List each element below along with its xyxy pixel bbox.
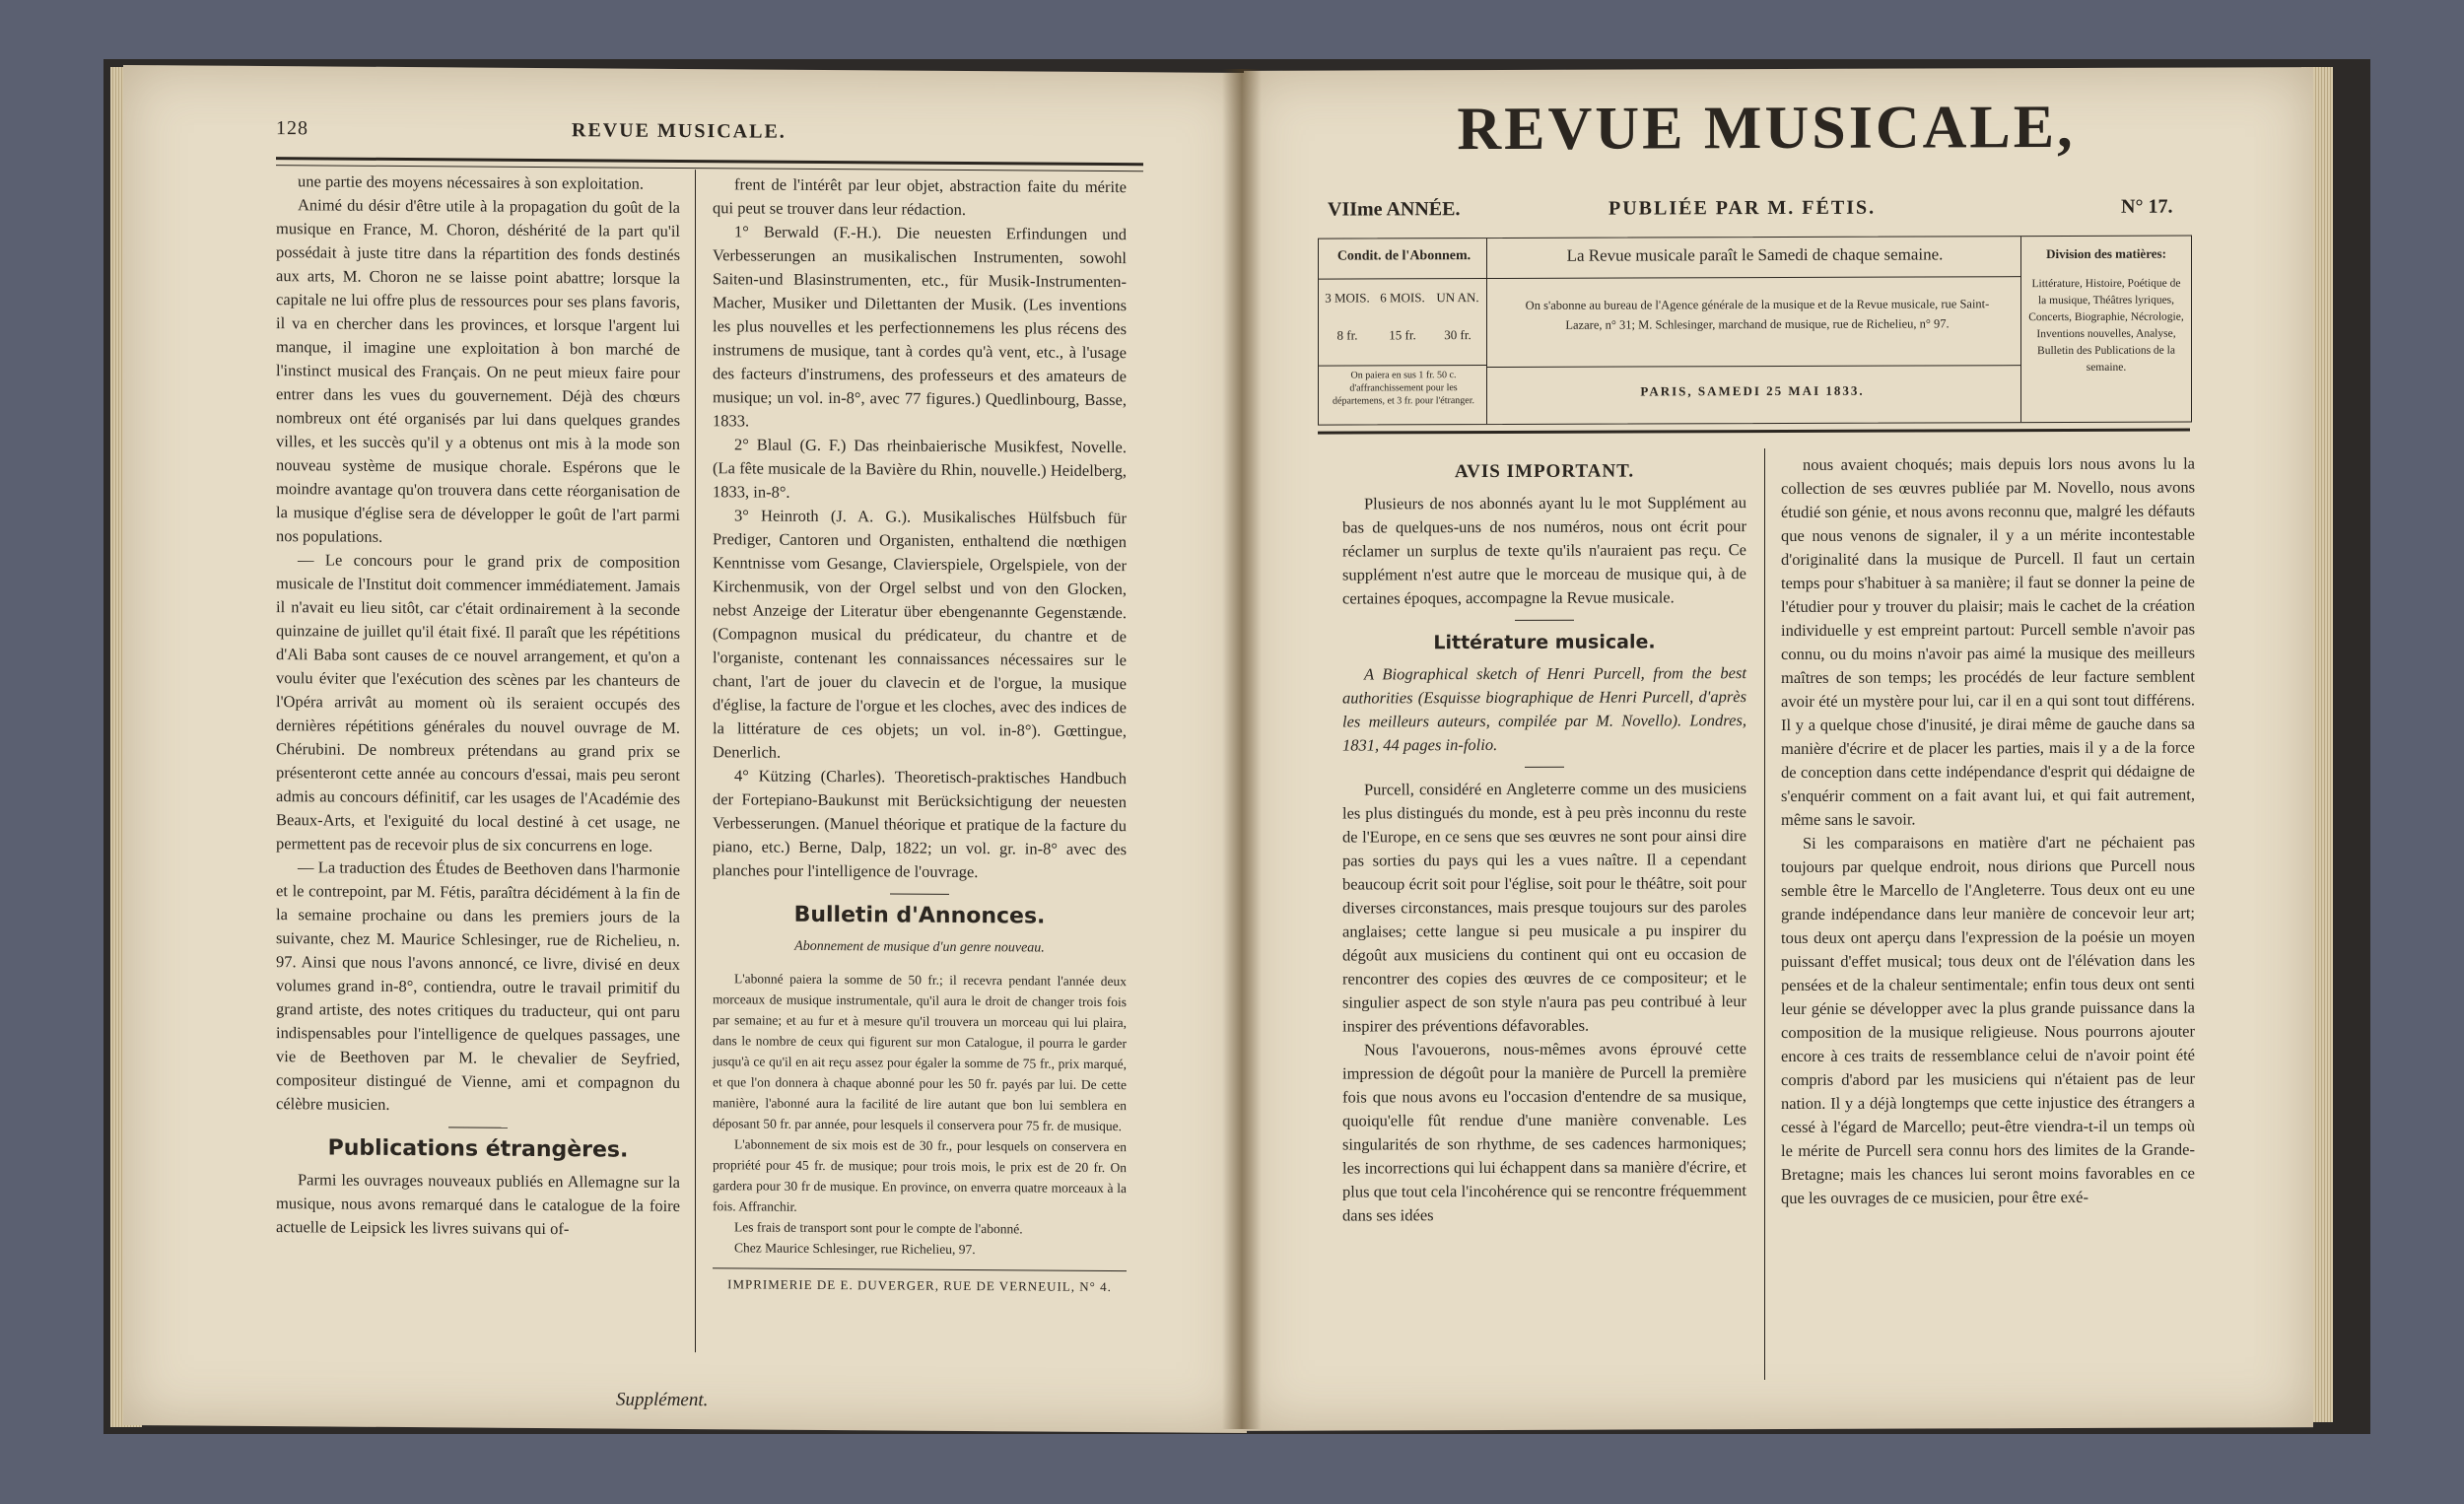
price-6: 15 fr. [1389,327,1416,343]
divisions-text: Littérature, Histoire, Poétique de la musique, Théâtres lyriques, Concerts, Biographie, Nécrologie, Inventions nouvelles, Analyse, Bulletin des Publications de la semaine. [2028,277,2184,374]
price-12: 30 fr. [1444,327,1472,343]
divisions-title: Division des matières: [2046,245,2166,262]
duration-12: UN AN. [1436,290,1479,306]
info-box-rule [1486,365,2020,368]
address: On s'abonne au bureau de l'Agence générale de la musique et de la Revue musicale, rue Saint-Lazare, n° 31; M. Schlesinger, marchand de musique, rue de Richelieu, n° 97. [1525,297,1990,332]
paragraph: Plusieurs de nos abonnés ayant lu le mot Supplément au bas de quelques-uns de nos numéros, nous ont écrit pour réclamer un surplus de texte qu'ils n'auraient pas reçu. Ce supplément n'est autre que le morceau de musique qui, à de certaines époques, accompagne la Revue musicale. [1342,493,1746,608]
subscription-title: Condit. de l'Abonnem. [1336,248,1472,264]
reference: A Biographical sketch of Henri Purcell, from the best authorities (Esquisse biographique de Henri Purcell, d'après les meilleurs auteurs, compilée par M. Novello). Londres, 1831, 44 pages in-folio. [1342,663,1746,755]
paragraph: Parmi les ouvrages nouveaux publiés en Allemagne sur la musique, nous avons remarqué dans le catalogue de la foire actuelle de Leipsick les livres suivans qui of- [276,1170,680,1239]
paragraph: — La traduction des Études de Beethoven dans l'harmonie et le contrepoint, par M. Fétis, paraîtra décidément à la fin de la semaine prochaine ou dans les premiers jours de la suivante, chez M. Maurice Schlesinger, rue de Richelieu, n. 97. Ainsi que nous l'avons annoncé, ce livre, divisé en deux volumes grand in-8°, contiendra, outre le travail primitif du grand artiste, des notes critiques du traducteur, qui ont paru indispensables pour l'intelligence de quelques passages, une vie de Beethoven par M. le chevalier de Seyfried, compositeur distingué de Vienne, ami et compagnon du célèbre musicien. [276,857,680,1114]
paragraph: Les frais de transport sont pour le compte de l'abonné. [734,1219,1023,1237]
duration-3: 3 MOIS. [1325,290,1370,306]
info-box-rule [1319,278,1486,280]
header-rule [276,157,1143,171]
price-3: 8 fr. [1336,327,1358,343]
running-title: REVUE MUSICALE. [572,119,787,143]
info-box-rule [1486,276,2020,279]
right-column-2 [1781,452,2195,1210]
info-box-divider [2020,237,2021,422]
paragraph: Chez Maurice Schlesinger, rue Richelieu, 97. [734,1240,976,1258]
issue-number: N° 17. [2121,195,2173,218]
page-number: 128 [276,117,308,140]
column-rule [1764,448,1765,1380]
paragraph: L'abonné paiera la somme de 50 fr.; il recevra pendant l'année deux morceaux de musique instrumentale, qu'il aura le droit de changer trois fois par semaine; et au fur et à mesure qu'il trouvera un morceau qui lui plaira, dans le nombre de ceux qui figurent sur mon Catalogue, il pourra le garder jusqu'à ce qu'il en ait reçu assez pour égaler la somme de 75 fr., prix marqué, et que l'on donnera à chaque abonné pour les 50 fr. payés par lui. De cette manière, l'abonné aura la facilité de lire autant que bon lui semblera en déposant 50 fr. par année, pour lesquels il conservera pour 75 fr. de musique. [713,971,1127,1134]
section-divider [448,1127,508,1128]
imprint: IMPRIMERIE DE E. DUVERGER, RUE DE VERNEUIL, N° 4. [713,1267,1127,1299]
subheader [1328,195,2215,221]
paragraph: 3° Heinroth (J. A. G.). Musikalisches Hülfsbuch für Prediger, Cantoren und Organisten, enthaltend die nœthigen Kenntnisse vom Gesange, Clavierspiele, Orgelspiele, von der Kirchenmusik, von der Orgel selbst und von den Glocken, nebst Anzeige der Literatur über ebengenannte Gegenstænde. (Compagnon musical du prédicateur, du chantre et de l'organiste, contenant les connaissances nécessaires sur le chant, l'art de jouer du clavecin et de l'orgue, la musique d'église, la facture de l'orgue et les cloches, avec des indices de la littérature de ces objets; un vol. in-8°). Gœttingue, Denerlich. [713,506,1127,762]
section-divider [1515,620,1574,621]
paragraph: Purcell, considéré en Angleterre comme un des musiciens les plus distingués du monde, est à peu près inconnu du reste de l'Europe, en ce sens que ses œuvres ne sont pour ainsi dire pas sorties du pays qui les a vues naître. Il a cependant beaucoup écrit soit pour l'église, soit pour le théâtre, soit pour diverses circonstances, mais presque toujours sur des paroles anglaises; cette langue si peu musicale a pu inspirer du dégoût aux musiciens du continent qui ont eu occasion de rencontrer des copies des œuvres de ce compositeur; et le singulier aspect de son style n'aura pas peu contribué à leur inspirer des préventions défavorables. [1342,779,1746,1036]
info-box-rule [1319,365,1486,367]
bulletin-subtitle: Abonnement de musique d'un genre nouveau. [794,938,1045,956]
weekly-notice: La Revue musicale paraît le Samedi de chaque semaine. [1566,244,1944,265]
paragraph: Animé du désir d'être utile à la propagation du goût de la musique en France, M. Choron, déshérité de la part qu'il possédait à juste titre dans la répartition des fonds destinés aux arts, M. Choron ne se laisse point abattre; lorsque la capitale ne lui offre plus de ressources pour ses plans favoris, il va en chercher dans les provinces, et lorsque l'argent lui manque, il imagine une exploitation à bon marché de l'instinct musical des Français. On ne peut mieux faire pour entrer dans les vues du gouvernement. Déjà des chœurs nombreux ont été organisés par lui dans quelques grandes villes, et les succès qu'il y a obtenus ont mis à la mode son nouveau système de musique chorale. Espérons que le moindre avantage qu'on trouvera dans cette réorganisation de la musique d'église sera de développer le goût de l'art parmi nos populations. [276,195,680,546]
masthead: REVUE MUSICALE, [1457,93,2076,164]
left-column-1 [276,170,680,1242]
paragraph: L'abonnement de six mois est de 30 fr., pour lesquels on conservera en propriété pour 45 fr. de musique; pour trois mois, le prix est de 20 fr. On gardera pour 30 fr de musique. En province, on enverra quatre morceaux à la fois. Affranchir. [713,1136,1127,1214]
avis-title: AVIS IMPORTANT. [1454,460,1635,483]
supplement-signature: Supplément. [616,1389,709,1411]
paragraph: Si les comparaisons en matière d'art ne péchaient pas toujours par quelque endroit, nous dirions que Purcell nous semble être le Marcello de l'Angleterre. Tous deux ont eu une grande indépendance dans leur manière de concevoir leur art; tous deux ont aperçu dans l'expression de la poésie un moyen puissant d'effet musical; tous deux ont de l'élévation dans les pensées et de la chaleur sentimentale; enfin tous deux ont senti leur génie se développer avec la plus grande puissance dans la composition de la musique religieuse. Nous pourrons ajouter encore à ces traits de ressemblance celui de n'avoir point été compris d'abord par les musiciens qui n'étaient pas de leur nation. Il y a déjà longtemps que cette injustice des étrangers a cessé à l'égard de Marcello; peut-être viendra-t-il un temps où le mérite de Purcell sera connu hors des limites de la Grande-Bretagne; mais les chances lui seront moins favorables en ce que les ouvrages de ce musicien, pour être exé- [1781,832,2195,1207]
publications-title: Publications étrangères. [327,1135,629,1163]
litterature-title: Littérature musicale. [1433,631,1656,654]
section-divider [890,893,949,894]
running-head [276,117,1247,143]
dateline: PARIS, SAMEDI 25 MAI 1833. [1640,382,1865,399]
column-rule [695,170,696,1352]
paragraph: nous avaient choqués; mais depuis lors nous avons lu la collection de ses œuvres publiée par M. Novello, nous avons étudié son génie, et nous avons reconnu que, malgré les défauts que nous venons de signaler, il y a un mérite incontestable d'originalité dans la musique de Purcell. Il faut un certain temps pour s'habituer à sa manière; il faut se donner la peine de l'étudier pour y trouver du plaisir; mais le cachet de la création individuelle y est empreint partout: Purcell semble n'avoir pas connu, ou du moins n'avoir pas aimé la musique des meilleurs maîtres de son temps; les procédés de leur facture semblent avoir été un mystère pour lui, car il en a qui sont tout différens. Il y a quelque chose d'inusité, je dirai même de gauche dans sa manière d'écrire et de placer les parties, mais il y a de la force de conception dans cette indépendance d'esprit qui dédaigne de s'enquérir comment on a fait avant lui, et qui fait autrement, même sans le savoir. [1781,453,2195,829]
right-column-1 [1342,453,1746,1227]
left-column-2 [713,172,1127,1299]
right-page [1244,67,2313,1431]
gutter-shadow [1222,69,1262,1429]
paragraph: 1° Berwald (F.-H.). Die neuesten Erfindungen und Verbesserungen an musikalischen Instrumenten, sowohl Saiten-und Blasinstrumenten, etc., für Musik-Instrumenten-Macher, Musiker und Dilettanten der Musik. (Les inventions les plus nouvelles et les perfectionnemens les plus récens des instrumens de musique, tant à cordes qu'à vent, etc., à l'usage des facteurs d'instrumens, des professeurs et des amateurs de musique; un vol. in-8°, avec 77 figures.) Quedlinbourg, Basse, 1833. [713,222,1127,431]
paragraph: — Le concours pour le grand prix de composition musicale de l'Institut doit commencer immédiatement. Jamais il n'avait eu lieu sitôt, car c'était ordinairement à la seconde quinzaine de juillet qu'il était fixé. Il paraît que les répétitions d'Ali Baba sont causes de ce nouvel arrangement, et qu'on a voulu éviter que l'exécution des scènes par les chanteurs de l'Opéra arrivât au moment où ils seraient occupés des dernières répétitions générales du nouvel ouvrage de M. Chérubini. De nombreux prétendans au grand prix se présenteront cette année au concours d'essai, mais peu seront admis au concours définitif, car les usages de l'Académie des Beaux-Arts, et l'exiguité du local destiné à cet usage, ne permettent pas de recevoir plus de six concurrens en loge. [276,550,680,855]
info-box-divider [1486,239,1487,424]
bulletin-title: Bulletin d'Annonces. [793,902,1046,929]
paragraph: une partie des moyens nécessaires à son exploitation. [298,171,644,193]
publisher-label: PUBLIÉE PAR M. FÉTIS. [1608,196,1877,220]
paragraph: 2° Blaul (G. F.) Das rheinbaierische Musikfest, Novelle. (La fête musicale de la Bavière du Rhin, nouvelle.) Heidelberg, 1833, in-8°. [713,435,1127,502]
year-label: VIIme ANNÉE. [1328,198,1461,221]
info-box [1318,236,2192,426]
section-divider [1525,767,1564,768]
paragraph: frent de l'intérêt par leur objet, abstraction faite du mérite qui peut se trouver dans leur rédaction. [713,174,1127,219]
paragraph: 4° Kützing (Charles). Theoretisch-praktisches Handbuch der Fortepiano-Baukunst mit Berücksichtigung der neuesten Verbesserungen. (Manuel théorique et pratique de la facture du piano, etc.) Berne, Dalp, 1822; un vol. gr. in-8° avec des planches pour l'intelligence de l'ouvrage. [713,766,1127,882]
duration-6: 6 MOIS. [1380,290,1425,306]
header-rule [1318,429,2190,435]
subscription-note: On paiera en sus 1 fr. 50 c. d'affranchissement pour les départemens, et 3 fr. pour l'étranger. [1333,370,1474,407]
paragraph: Nous l'avouerons, nous-mêmes avons éprouvé cette impression de dégoût pour la manière de Purcell la première fois que nous avons eu l'occasion d'entendre de sa musique, quoiqu'elle fût rendue d'une manière convenable. Les singularités de son rhythme, de ses cadences harmoniques; les incorrections qui lui échappent dans sa manière d'écrire, et plus que tout cela l'incohérence qui se rencontre fréquemment dans ses idées [1342,1039,1746,1225]
left-page [123,65,1247,1433]
